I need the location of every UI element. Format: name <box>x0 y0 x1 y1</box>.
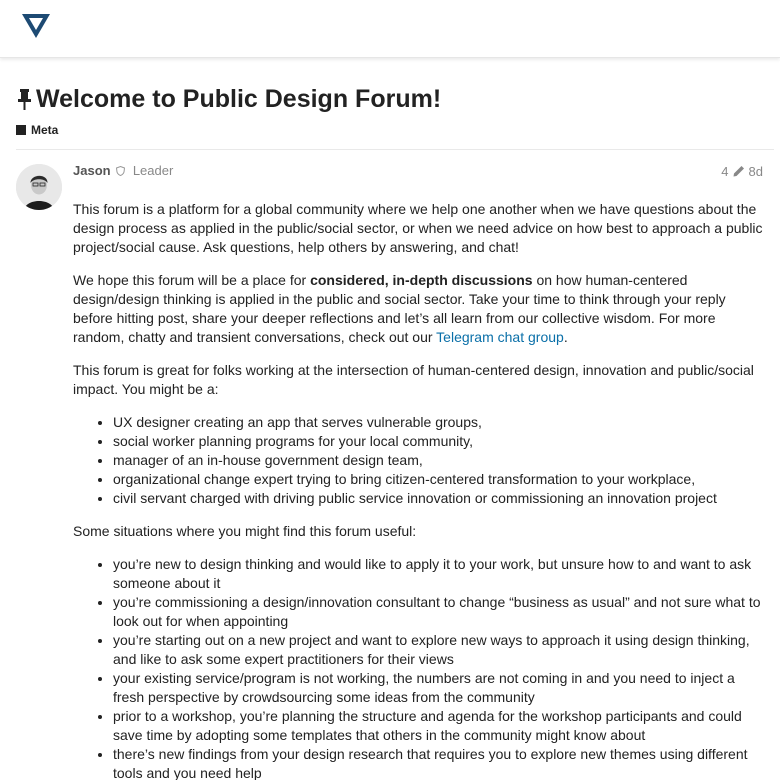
category-label: Meta <box>31 123 59 137</box>
shield-icon <box>116 166 125 176</box>
topic-title-text: Welcome to Public Design Forum! <box>36 85 442 113</box>
list-item: • you’re new to design thinking and would like to apply it to your work, but unsure how to and want to ask someone about it <box>113 555 767 593</box>
user-title: Leader <box>132 163 174 178</box>
post-meta <box>73 163 763 183</box>
situations-list <box>73 555 767 780</box>
text: . <box>563 329 568 345</box>
pencil-icon[interactable] <box>732 165 745 178</box>
triangle-logo-icon[interactable] <box>21 12 51 40</box>
post-paragraph <box>73 271 767 347</box>
list-item: • prior to a workshop, you’re planning the structure and agenda for the workshop participants and could save time by adopting some templates that others in the community might know about <box>113 707 767 745</box>
avatar-image <box>16 164 62 210</box>
topic-title[interactable] <box>16 84 776 114</box>
post-age[interactable]: 8d <box>748 164 763 179</box>
edit-count[interactable]: 4 <box>721 164 729 179</box>
text: on how human-centered design/design thinking is applied in the public and social sector. Take your time to think through your reply before hitting post, share your deeper reflections and let’s all learn from our collective wisdom. For more random, chatty and transient conversations, check out our <box>73 272 726 345</box>
username[interactable]: Jason <box>73 163 111 178</box>
category-color-swatch <box>16 125 26 135</box>
site-header <box>0 0 780 58</box>
avatar[interactable] <box>16 164 62 210</box>
topic-header <box>16 84 776 137</box>
roles-list <box>73 413 767 508</box>
post-paragraph: Some situations where you might find this forum useful: <box>73 523 417 539</box>
post-paragraph: This forum is a platform for a global community where we help one another when we have questions about the design process as applied in the public/social sector, or when we need advice on how best to approach a public project/social cause. Ask questions, help others by answering, and chat! <box>73 201 763 255</box>
list-item: • you’re starting out on a new project and want to explore new ways to approach it using design thinking, and like to ask some expert practitioners for their views <box>113 631 767 669</box>
topic-divider <box>16 149 774 150</box>
text: We hope this forum will be a place for <box>73 272 311 288</box>
list-item: • you’re commissioning a design/innovation consultant to change “business as usual” and not sure what to look out for when appointing <box>113 593 767 631</box>
telegram-link[interactable]: Telegram chat group <box>436 329 564 345</box>
list-item: • civil servant charged with driving public service innovation or commissioning an innovation project <box>113 489 767 508</box>
post-paragraph: This forum is great for folks working at the intersection of human-centered design, innovation and public/social impact. You might be a: <box>73 362 754 397</box>
list-item: • there’s new findings from your design research that requires you to explore new themes using different tools and you need help <box>113 745 767 780</box>
list-item: • organizational change expert trying to bring citizen-centered transformation to your workplace, <box>113 470 767 489</box>
list-item: • your existing service/program is not working, the numbers are not coming in and you need to inject a fresh perspective by crowdsourcing some ideas from the community <box>113 669 767 707</box>
list-item: • UX designer creating an app that serves vulnerable groups, <box>113 413 767 432</box>
pin-icon <box>16 88 33 110</box>
list-item: • social worker planning programs for your local community, <box>113 432 767 451</box>
category-badge[interactable] <box>16 123 776 137</box>
bold-text: considered, in-depth discussions <box>310 272 533 288</box>
post-info <box>721 164 763 179</box>
post-body <box>73 200 767 780</box>
list-item: • manager of an in-house government design team, <box>113 451 767 470</box>
